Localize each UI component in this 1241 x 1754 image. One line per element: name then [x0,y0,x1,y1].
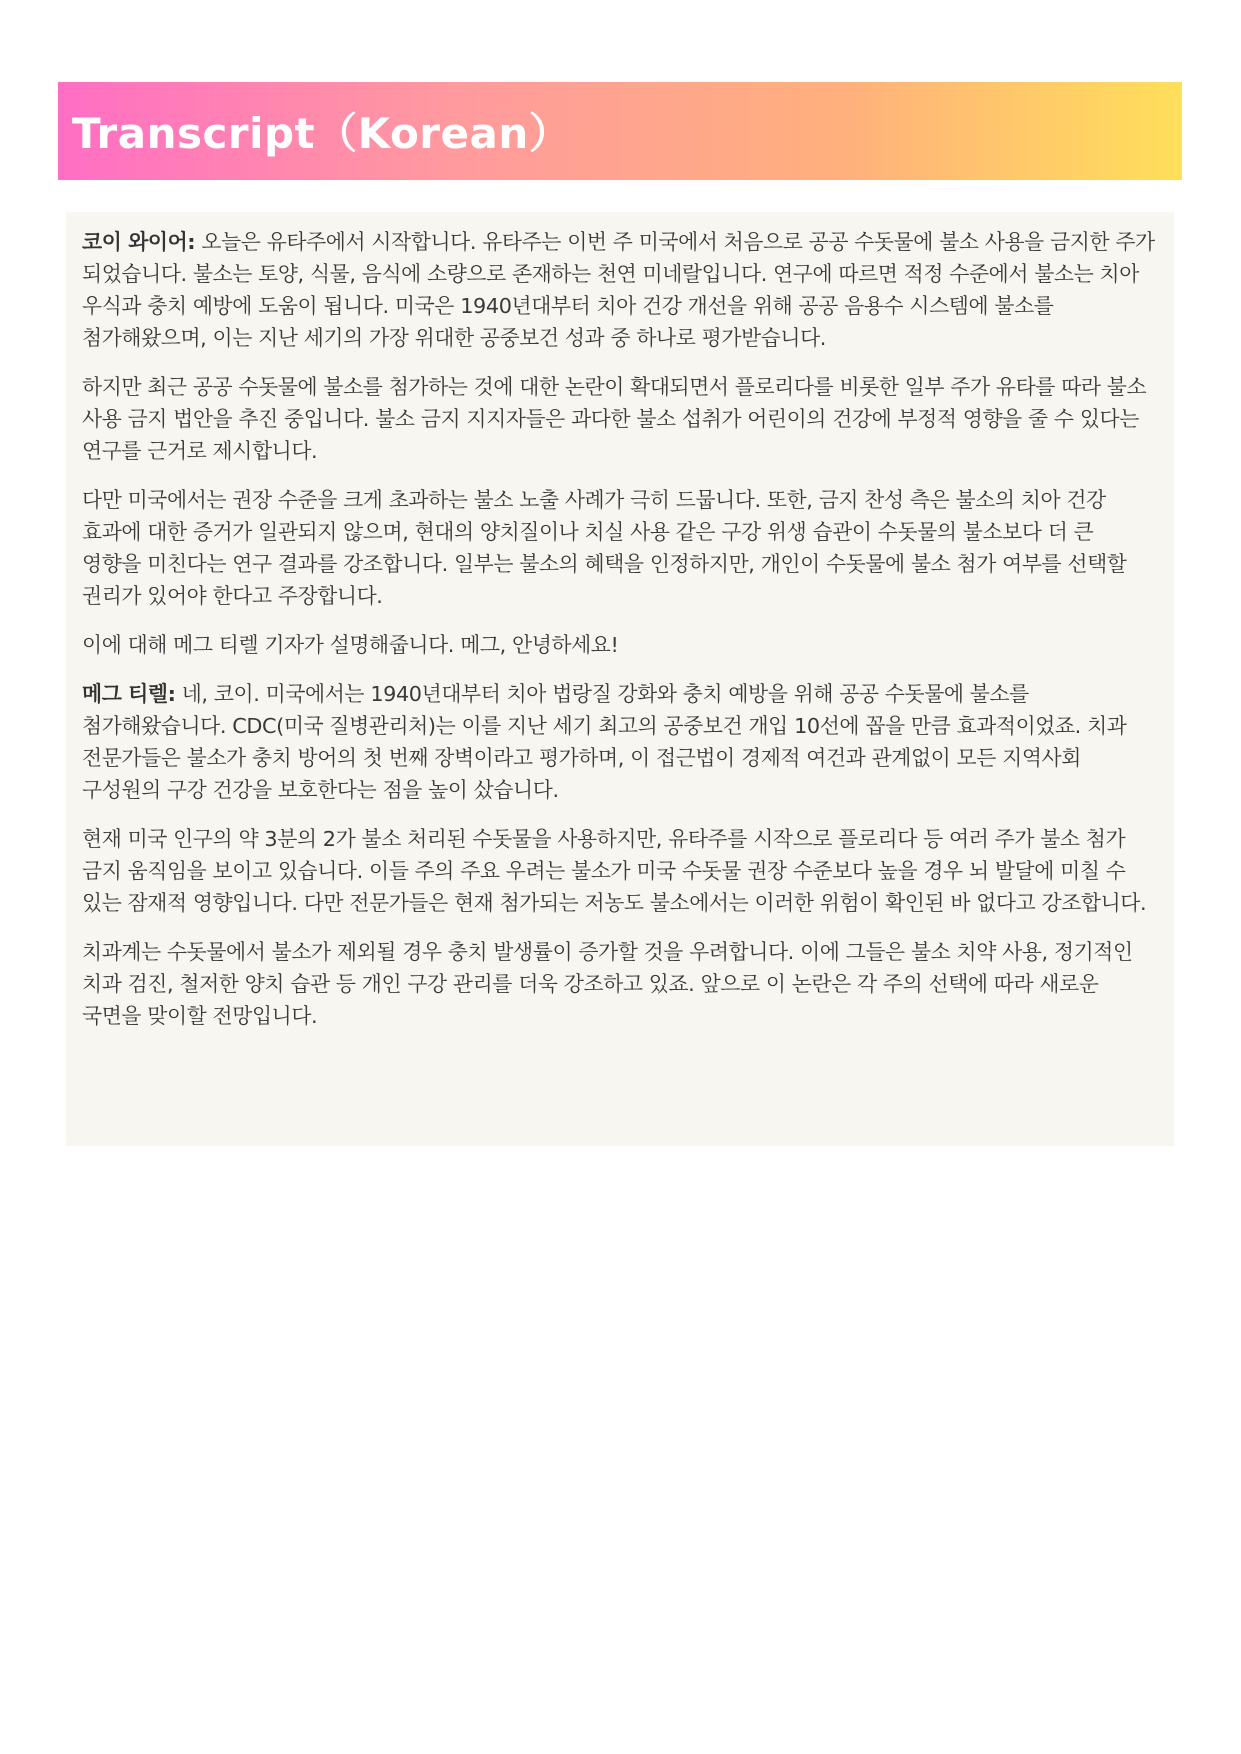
paragraph-text: 현재 미국 인구의 약 3분의 2가 불소 처리된 수돗물을 사용하지만, 유타주를 시작으로 플로리다 등 여러 주가 불소 첨가 금지 움직임을 보이고 있습니다. 이들 주의 주요 우려는 불소가 미국 수돗물 권장 수준보다 높을 경우 뇌 발달에 미칠 수 있는 잠재적 영향입니다. 다만 전문가들은 현재 첨가되는 저농도 불소에서는 이러한 위험이 확인된 바 없다고 강조합니다. [82,827,1147,915]
speaker-label: 메그 티렐: [82,682,176,706]
paragraph-text: 치과계는 수돗물에서 불소가 제외될 경우 충치 발생률이 증가할 것을 우려합니다. 이에 그들은 불소 치약 사용, 정기적인 치과 검진, 철저한 양치 습관 등 개인 구강 관리를 더욱 강조하고 있죠. 앞으로 이 논란은 각 주의 선택에 따라 새로운 국면을 맞이할 전망입니다. [82,940,1133,1028]
speaker-label: 코이 와이어: [82,230,196,254]
title-banner [58,82,1182,180]
paragraph-text: 오늘은 유타주에서 시작합니다. 유타주는 이번 주 미국에서 처음으로 공공 수돗물에 불소 사용을 금지한 주가 되었습니다. 불소는 토양, 식물, 음식에 소량으로 존재하는 천연 미네랄입니다. 연구에 따르면 적정 수준에서 불소는 치아 우식과 충치 예방에 도움이 됩니다. 미국은 1940년대부터 치아 건강 개선을 위해 공공 음용수 시스템에 불소를 첨가해왔으며, 이는 지난 세기의 가장 위대한 공중보건 성과 중 하나로 평가받습니다. [82,230,1155,350]
paragraph-text: 네, 코이. 미국에서는 1940년대부터 치아 법랑질 강화와 충치 예방을 위해 공공 수돗물에 불소를 첨가해왔습니다. CDC(미국 질병관리처)는 이를 지난 세기 최고의 공중보건 개입 10선에 꼽을 만큼 효과적이었죠. 치과 전문가들은 불소가 충치 방어의 첫 번째 장벽이라고 평가하며, 이 접근법이 경제적 여건과 관계없이 모든 지역사회 구성원의 구강 건강을 보호한다는 점을 높이 샀습니다. [82,682,1127,802]
paragraph-5 [82,678,1158,806]
paragraph-3 [82,484,1158,612]
paragraph-6 [82,823,1158,919]
paragraph-text: 하지만 최근 공공 수돗물에 불소를 첨가하는 것에 대한 논란이 확대되면서 플로리다를 비롯한 일부 주가 유타를 따라 불소 사용 금지 법안을 추진 중입니다. 불소 금지 지지자들은 과다한 불소 섭취가 어린이의 건강에 부정적 영향을 줄 수 있다는 연구를 근거로 제시합니다. [82,375,1147,463]
paragraph-2 [82,371,1158,467]
transcript-body [66,212,1174,1146]
paragraph-text: 다만 미국에서는 권장 수준을 크게 초과하는 불소 노출 사례가 극히 드뭅니다. 또한, 금지 찬성 측은 불소의 치아 건강 효과에 대한 증거가 일관되지 않으며, 현대의 양치질이나 치실 사용 같은 구강 위생 습관이 수돗물의 불소보다 더 큰 영향을 미친다는 연구 결과를 강조합니다. 일부는 불소의 혜택을 인정하지만, 개인이 수돗물에 불소 첨가 여부를 선택할 권리가 있어야 한다고 주장합니다. [82,488,1127,608]
paragraph-7 [82,936,1158,1032]
paragraph-4 [82,629,1158,661]
paragraph-text: 이에 대해 메그 티렐 기자가 설명해줍니다. 메그, 안녕하세요! [82,633,619,657]
document-title: Transcript（Korean） [72,109,572,158]
paragraph-1 [82,226,1158,354]
